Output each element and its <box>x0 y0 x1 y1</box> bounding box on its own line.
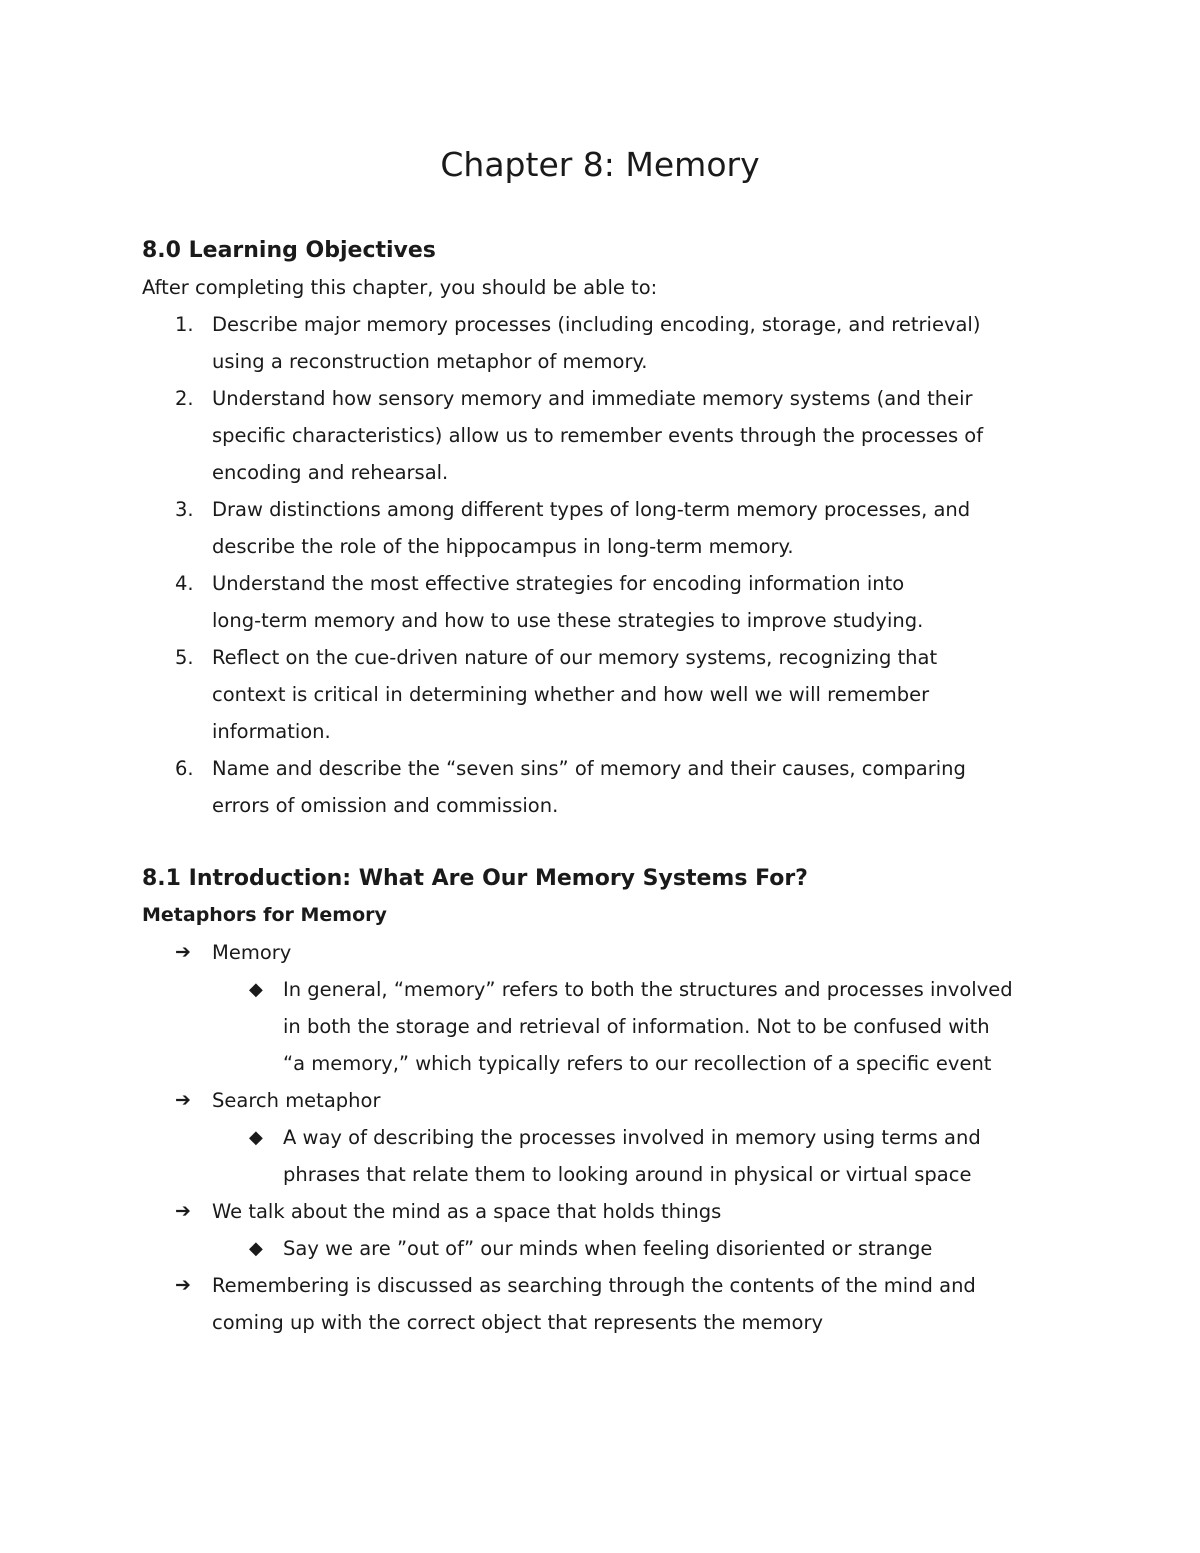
section-heading-introduction: 8.1 Introduction: What Are Our Memory Systems For? <box>142 866 808 891</box>
objective-number: 2. <box>175 387 194 410</box>
sub-bullet-item <box>212 971 1072 1082</box>
objective-item <box>142 306 1072 380</box>
sub-bullet-list <box>212 1119 1072 1193</box>
objective-text-line: information. <box>212 720 331 743</box>
objective-text-line: context is critical in determining whether and how well we will remember <box>212 683 930 706</box>
objective-number: 1. <box>175 313 194 336</box>
bullet-text-line: Search metaphor <box>212 1089 381 1112</box>
objective-item <box>142 639 1072 750</box>
objective-text-line: Describe major memory processes (including encoding, storage, and retrieval) <box>212 313 981 336</box>
section-heading-learning-objectives: 8.0 Learning Objectives <box>142 238 436 263</box>
arrow-bullet-item <box>142 1082 1072 1193</box>
sub-bullet-item <box>212 1230 1072 1267</box>
arrow-bullet-item <box>142 1193 1072 1267</box>
arrow-bullet-item <box>142 1267 1072 1341</box>
objective-number: 3. <box>175 498 194 521</box>
objective-number: 4. <box>175 572 194 595</box>
sub-bullet-text-line: in both the storage and retrieval of information. Not to be confused with <box>283 1015 990 1038</box>
right-arrow-icon: ➔ <box>175 1089 191 1111</box>
diamond-bullet-icon: ◆ <box>249 1238 263 1259</box>
bullet-text-line: coming up with the correct object that represents the memory <box>212 1311 824 1334</box>
bullet-text-line: We talk about the mind as a space that holds things <box>212 1200 722 1223</box>
diamond-bullet-icon: ◆ <box>249 979 263 1000</box>
metaphor-bullet-list <box>142 934 1072 1341</box>
subheading-metaphors-for-memory: Metaphors for Memory <box>142 904 387 926</box>
objective-text-line: specific characteristics) allow us to remember events through the processes of <box>212 424 984 447</box>
objective-text-line: Name and describe the “seven sins” of memory and their causes, comparing <box>212 757 966 780</box>
bullet-text-line: Memory <box>212 941 292 964</box>
objective-number: 5. <box>175 646 194 669</box>
bullet-text-line: Remembering is discussed as searching through the contents of the mind and <box>212 1274 976 1297</box>
objective-text-line: Understand the most effective strategies for encoding information into <box>212 572 905 595</box>
objective-text-line: using a reconstruction metaphor of memory. <box>212 350 648 373</box>
objective-text-line: Reflect on the cue-driven nature of our memory systems, recognizing that <box>212 646 938 669</box>
objective-text-line: Understand how sensory memory and immediate memory systems (and their <box>212 387 973 410</box>
sub-bullet-text-line: “a memory,” which typically refers to our recollection of a specific event <box>283 1052 992 1075</box>
objectives-intro: After completing this chapter, you should be able to: <box>142 276 658 299</box>
objective-item <box>142 380 1072 491</box>
sub-bullet-list <box>212 1230 1072 1267</box>
objective-item <box>142 750 1072 824</box>
sub-bullet-text-line: In general, “memory” refers to both the structures and processes involved <box>283 978 1013 1001</box>
objective-number: 6. <box>175 757 194 780</box>
objective-text-line: Draw distinctions among different types of long-term memory processes, and <box>212 498 971 521</box>
objective-item <box>142 565 1072 639</box>
right-arrow-icon: ➔ <box>175 1274 191 1296</box>
objective-item <box>142 491 1072 565</box>
sub-bullet-list <box>212 971 1072 1082</box>
document-title: Chapter 8: Memory <box>440 145 760 184</box>
arrow-bullet-item <box>142 934 1072 1082</box>
sub-bullet-item <box>212 1119 1072 1193</box>
document-page <box>142 140 1072 1341</box>
objective-text-line: errors of omission and commission. <box>212 794 559 817</box>
objective-text-line: encoding and rehearsal. <box>212 461 449 484</box>
sub-bullet-text-line: Say we are ”out of” our minds when feeling disoriented or strange <box>283 1237 933 1260</box>
sub-bullet-text-line: phrases that relate them to looking around in physical or virtual space <box>283 1163 972 1186</box>
right-arrow-icon: ➔ <box>175 941 191 963</box>
objective-text-line: long-term memory and how to use these strategies to improve studying. <box>212 609 924 632</box>
objective-text-line: describe the role of the hippocampus in long-term memory. <box>212 535 794 558</box>
right-arrow-icon: ➔ <box>175 1200 191 1222</box>
diamond-bullet-icon: ◆ <box>249 1127 263 1148</box>
objectives-list <box>142 306 1072 824</box>
sub-bullet-text-line: A way of describing the processes involved in memory using terms and <box>283 1126 981 1149</box>
